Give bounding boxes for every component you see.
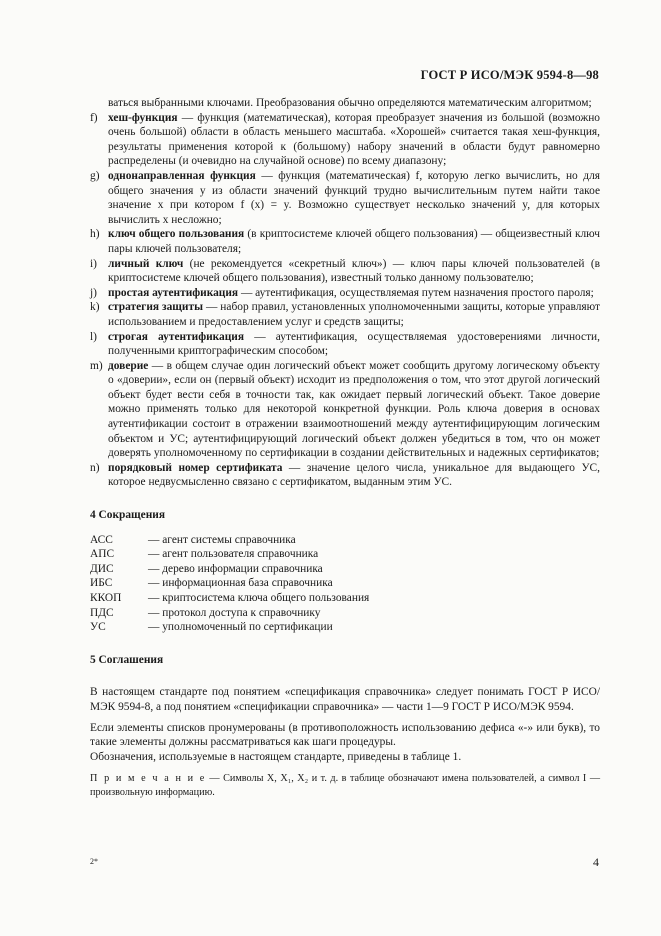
abbreviation-description: — агент пользователя справочника: [148, 548, 319, 561]
abbreviation: АСС: [90, 533, 113, 546]
abbreviation-row: [90, 533, 369, 548]
section-4-heading: 4 Сокращения: [90, 509, 166, 522]
abbreviation: АПС: [90, 548, 115, 561]
definition-term: хеш-функция: [108, 111, 178, 124]
page-number: 4: [593, 855, 599, 869]
abbreviation: ИБС: [90, 577, 113, 590]
page-body: [90, 96, 600, 799]
definition-text: — функция (математическая), которая преобразует значения из большой (возможно очень большой) области в область меньшего масштаба. «Хорошей» считается такая хеш-функция, результаты применения которой к (большому) набору значений в области будут равномерно распределены (и очевидно на случайной основе) по всему диапазону;: [108, 111, 600, 168]
note: [90, 772, 600, 799]
definition-g: [90, 169, 600, 227]
abbreviation-description: — протокол доступа к справочнику: [148, 606, 321, 619]
definition-term: ключ общего пользования: [108, 228, 245, 241]
note-label: П р и м е ч а н и е: [90, 773, 206, 785]
definition-text: (в криптосистеме ключей общего пользования) — общеизвестный ключ пары ключей пользователя;: [108, 228, 600, 255]
abbreviation-description: — информационная база справочника: [148, 577, 333, 590]
definition-term: личный ключ: [108, 257, 184, 270]
abbreviation: ККОП: [90, 592, 122, 604]
item-marker: g): [90, 169, 100, 182]
definition-f: [90, 111, 600, 169]
definition-term: доверие: [108, 359, 149, 372]
abbreviation-row: [90, 591, 369, 606]
item-marker: j): [90, 286, 97, 299]
item-marker: f): [90, 111, 98, 124]
definition-k: [90, 300, 600, 329]
abbreviation-description: — уполномоченный по сертификации: [148, 621, 333, 634]
paragraph: Обозначения, используемые в настоящем стандарте, приведены в таблице 1.: [90, 750, 462, 763]
definition-h: [90, 227, 600, 256]
item-marker: l): [90, 330, 97, 343]
definition-text: — функция (математическая) f, которую легко вычислить, но для общего значения y из области значений функций трудно вычислительным путем найти такое значение x при котором f (x) = y. Возможно существует несколько значений y, для которых вычислить x несложно;: [108, 169, 601, 226]
abbreviation-description: — агент системы справочника: [148, 533, 296, 546]
abbreviation-row: [90, 620, 369, 635]
note-text: — Символы X, X₁, X₂ и т. д. в таблице обозначают имена пользователей, а символ I — произвольную информацию.: [90, 773, 601, 798]
abbreviation: ПДС: [90, 606, 114, 619]
definition-j: [90, 286, 600, 301]
definition-term: простая аутентификация: [108, 286, 239, 299]
item-marker: n): [90, 461, 100, 474]
document-header: ГОСТ Р ИСО/МЭК 9594-8—98: [420, 68, 599, 82]
section-5-heading: 5 Соглашения: [90, 653, 164, 666]
abbreviation-description: — дерево информации справочника: [148, 562, 323, 575]
definition-text: — в общем случае один логический объект может сообщить другому логическому объекту о «доверии», если он (первый объект) исходит из предположения о том, что этот другой логический объект будет вести себя в точности так, как ожидает первый логический объект. Такое доверие можно применять только для некоторой конкретной функции. Роль ключа доверия в основах аутентификации состоит в отражении взаимоотношений между аутентифицирующим логическим объектом и УС; аутентифицирующий логический объект должен убедиться в том, что он может доверять уполномоченному по сертификации в создании действительных и надежных сертификатов;: [108, 359, 600, 460]
abbreviation: ДИС: [90, 562, 114, 575]
definition-text: — аутентификация, осуществляемая путем назначения простого пароля;: [238, 286, 594, 299]
abbreviation-row: [90, 576, 369, 591]
definition-n: [90, 461, 600, 490]
abbreviation-row: [90, 606, 369, 621]
paragraph: В настоящем стандарте под понятием «спецификация справочника» следует понимать ГОСТ Р ИСО/МЭК 9594-8, а под понятием «спецификации справочника» — части 1—9 ГОСТ Р ИСО/МЭК 9594.: [90, 686, 600, 713]
item-marker: i): [90, 257, 97, 270]
definition-m: [90, 359, 600, 461]
footer-signature-mark: 2*: [90, 857, 98, 866]
definition-term: стратегия защиты: [108, 301, 203, 314]
definition-l: [90, 330, 600, 359]
definition-i: [90, 257, 600, 286]
definition-text: — аутентификация, осуществляемая удостоверениями личности, полученными криптографическим способом;: [108, 330, 601, 358]
definition-text: (не рекомендуется «секретный ключ») — ключ пары ключей пользователей (в криптосистеме ключей общего пользования), известный только данному пользователю;: [108, 257, 600, 285]
item-marker: h): [90, 228, 100, 241]
abbreviation-row: [90, 547, 369, 562]
paragraph: Если элементы списков пронумерованы (в противоположность использованию дефиса «-» или букв), то такие элементы должны рассматриваться как шаги процедуры.: [90, 721, 600, 749]
definition-text: — набор правил, установленных уполномоченными защиты, которые управляют использованием и предоставлением услуг и средств защиты;: [108, 301, 600, 328]
definition-term: однонаправленная функция: [108, 169, 256, 182]
item-marker: m): [90, 359, 103, 372]
definition-term: строгая аутентификация: [108, 330, 245, 343]
intro-continuation: ваться выбранными ключами. Преобразования обычно определяются математическим алгоритмом;: [108, 97, 592, 109]
definition-text: — значение целого числа, уникальное для выдающего УС, которое недвусмысленно связано с сертификатом, выданным этим УС.: [108, 461, 601, 489]
definition-list: [90, 111, 600, 490]
item-marker: k): [90, 301, 100, 314]
abbreviation-row: [90, 562, 369, 577]
abbreviation-description: — криптосистема ключа общего пользования: [148, 592, 370, 604]
abbreviation: УС: [90, 621, 106, 634]
abbreviations-table: [90, 533, 369, 635]
definition-term: порядковый номер сертификата: [108, 461, 283, 474]
